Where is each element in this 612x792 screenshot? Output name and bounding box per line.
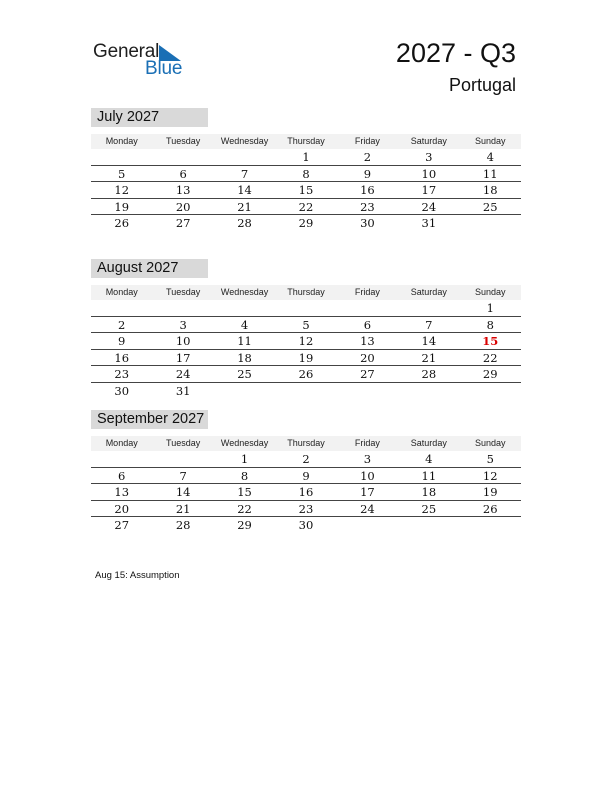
- day-cell: 12: [298, 334, 314, 348]
- day-cell: 3: [179, 317, 187, 332]
- day-cell: 7: [425, 317, 433, 332]
- day-cell: [398, 300, 459, 316]
- day-cell: 25: [482, 199, 498, 214]
- day-cell: [460, 215, 521, 232]
- day-cell: 14: [237, 183, 252, 197]
- day-cell: [337, 517, 398, 534]
- day-cell: 21: [237, 199, 252, 214]
- day-cell: [152, 300, 213, 316]
- weekday-label: Tuesday: [166, 287, 201, 297]
- logo-text-blue: Blue: [145, 58, 183, 79]
- day-cell: 9: [118, 334, 126, 348]
- day-cell: 10: [421, 166, 437, 181]
- day-cell: 5: [486, 452, 494, 466]
- day-cell: 8: [486, 317, 494, 332]
- day-cell: 14: [421, 334, 437, 348]
- day-cell: [337, 383, 398, 400]
- day-cell: 27: [114, 518, 130, 532]
- day-cell: [398, 517, 459, 534]
- day-cell: 31: [421, 216, 437, 230]
- day-cell: 1: [302, 150, 310, 164]
- week-row: [91, 199, 521, 216]
- generalblue-logo: [93, 41, 193, 81]
- day-cell: 16: [360, 183, 375, 197]
- day-cell: 3: [363, 452, 372, 466]
- day-cell: 1: [486, 301, 494, 315]
- day-cell: [152, 451, 213, 467]
- month-title: July 2027: [91, 108, 208, 127]
- day-cell: 4: [240, 317, 249, 332]
- day-cell: 23: [360, 199, 375, 214]
- day-cell: 2: [363, 150, 372, 164]
- weekday-label: Saturday: [410, 136, 447, 146]
- day-cell: 27: [175, 216, 191, 230]
- day-cell: 17: [421, 183, 437, 197]
- day-cell: 12: [114, 183, 130, 197]
- day-cell: 6: [118, 468, 126, 483]
- holiday-notes: [95, 570, 180, 581]
- day-cell: 27: [360, 367, 375, 381]
- weekday-label: Thursday: [287, 287, 325, 297]
- weekday-label: Thursday: [287, 438, 325, 448]
- day-cell: 2: [302, 452, 310, 466]
- day-cell: 26: [298, 367, 314, 381]
- day-cell: 9: [363, 166, 372, 181]
- month-calendar-september: [91, 410, 521, 534]
- week-row: [91, 350, 521, 367]
- weekday-header-row: [91, 285, 521, 300]
- day-cell: 20: [360, 350, 375, 365]
- day-cell: 4: [486, 150, 494, 164]
- day-cell: 28: [237, 216, 252, 230]
- day-cell: [214, 149, 275, 165]
- week-row: [91, 501, 521, 518]
- day-cell: [91, 300, 152, 316]
- day-cell: 18: [237, 350, 252, 365]
- weekday-label: Tuesday: [166, 136, 201, 146]
- day-cell: 28: [175, 518, 191, 532]
- weekday-label: Friday: [354, 438, 380, 448]
- week-row: [91, 317, 521, 334]
- day-cell: 19: [114, 199, 130, 214]
- day-cell: [214, 300, 275, 316]
- week-row: [91, 182, 521, 199]
- weekday-label: Saturday: [410, 438, 447, 448]
- day-cell: 20: [175, 199, 191, 214]
- week-row: [91, 215, 521, 232]
- day-cell: 29: [482, 367, 498, 381]
- quarter-title: 2027 - Q3: [395, 38, 516, 68]
- day-cell: 11: [237, 334, 252, 348]
- weekday-label: Monday: [105, 287, 138, 297]
- weekday-label: Monday: [105, 438, 138, 448]
- weekday-label: Wednesday: [220, 438, 269, 448]
- day-cell: 16: [298, 485, 314, 499]
- day-cell: [275, 300, 336, 316]
- week-row: [91, 166, 521, 183]
- week-row: [91, 149, 521, 166]
- day-cell: 30: [298, 518, 314, 532]
- day-cell: 12: [482, 468, 498, 483]
- holiday-note: Aug 15: Assumption: [95, 570, 180, 581]
- day-cell: 19: [298, 350, 314, 365]
- day-cell: 22: [298, 199, 314, 214]
- day-cell: 28: [421, 367, 437, 381]
- day-cell: 16: [114, 350, 130, 365]
- day-cell: 13: [114, 485, 130, 499]
- day-cell: 3: [425, 150, 433, 164]
- weekday-label: Saturday: [410, 287, 447, 297]
- day-cell: [460, 383, 521, 400]
- day-cell: 24: [360, 501, 375, 516]
- weekday-label: Sunday: [474, 438, 506, 448]
- month-title: September 2027: [91, 410, 208, 429]
- week-row: [91, 383, 521, 400]
- day-cell: [152, 149, 213, 165]
- weekday-label: Sunday: [474, 136, 506, 146]
- day-cell: [460, 517, 521, 534]
- day-cell: 10: [360, 468, 375, 483]
- day-cell: 26: [482, 501, 498, 516]
- country-name: Portugal: [448, 75, 516, 95]
- day-cell: 17: [360, 485, 375, 499]
- day-cell: [337, 300, 398, 316]
- day-cell: 26: [114, 216, 130, 230]
- day-cell: [275, 383, 336, 400]
- day-cell: 19: [482, 485, 498, 499]
- day-cell: 11: [421, 468, 437, 483]
- day-cell: 5: [302, 317, 310, 332]
- day-cell: 29: [237, 518, 252, 532]
- week-row: [91, 366, 521, 383]
- week-row: [91, 300, 521, 317]
- day-cell: 7: [240, 166, 249, 181]
- logo-text-general: General: [93, 41, 160, 62]
- weekday-label: Wednesday: [220, 136, 269, 146]
- week-row: [91, 333, 521, 350]
- day-cell: 5: [118, 166, 126, 181]
- day-cell: 4: [425, 452, 433, 466]
- day-cell: 20: [114, 501, 130, 516]
- weekday-label: Thursday: [287, 136, 325, 146]
- weekday-header-row: [91, 436, 521, 451]
- month-calendar-july: [91, 108, 521, 232]
- weekday-label: Sunday: [474, 287, 506, 297]
- day-cell: 24: [421, 199, 437, 214]
- day-cell: 15: [298, 183, 314, 197]
- day-cell: 13: [360, 334, 375, 348]
- day-cell: 8: [302, 166, 310, 181]
- day-cell: 15: [482, 334, 499, 348]
- day-cell: 22: [237, 501, 252, 516]
- day-cell: 9: [302, 468, 310, 483]
- day-cell: 11: [482, 166, 498, 181]
- day-cell: 18: [482, 183, 498, 197]
- day-cell: 25: [421, 501, 437, 516]
- day-cell: 1: [240, 452, 249, 466]
- day-cell: [91, 149, 152, 165]
- weekday-label: Friday: [354, 287, 380, 297]
- day-cell: [398, 383, 459, 400]
- month-title: August 2027: [91, 259, 208, 278]
- day-cell: 6: [363, 317, 372, 332]
- week-row: [91, 468, 521, 485]
- day-cell: 17: [175, 350, 191, 365]
- weekday-label: Tuesday: [166, 438, 201, 448]
- weekday-label: Monday: [105, 136, 138, 146]
- day-cell: 22: [482, 350, 498, 365]
- day-cell: 21: [421, 350, 437, 365]
- day-cell: 24: [175, 367, 191, 381]
- day-cell: 29: [298, 216, 314, 230]
- day-cell: 25: [237, 367, 252, 381]
- day-cell: 31: [175, 383, 191, 398]
- day-cell: 21: [175, 501, 191, 516]
- day-cell: 10: [175, 334, 191, 348]
- month-calendar-august: [91, 259, 521, 399]
- weekday-header-row: [91, 134, 521, 149]
- week-row: [91, 517, 521, 534]
- day-cell: 7: [179, 468, 187, 483]
- day-cell: [214, 383, 275, 400]
- weekday-label: Wednesday: [220, 287, 269, 297]
- day-cell: [91, 451, 152, 467]
- day-cell: 23: [298, 501, 314, 516]
- day-cell: 8: [240, 468, 249, 483]
- day-cell: 23: [114, 367, 130, 381]
- day-cell: 15: [237, 485, 252, 499]
- day-cell: 30: [114, 383, 130, 398]
- day-cell: 30: [360, 216, 375, 230]
- week-row: [91, 451, 521, 468]
- weekday-label: Friday: [354, 136, 380, 146]
- day-cell: 18: [421, 485, 437, 499]
- day-cell: 2: [118, 317, 126, 332]
- day-cell: 13: [175, 183, 191, 197]
- week-row: [91, 484, 521, 501]
- day-cell: 6: [179, 166, 187, 181]
- day-cell: 14: [175, 485, 191, 499]
